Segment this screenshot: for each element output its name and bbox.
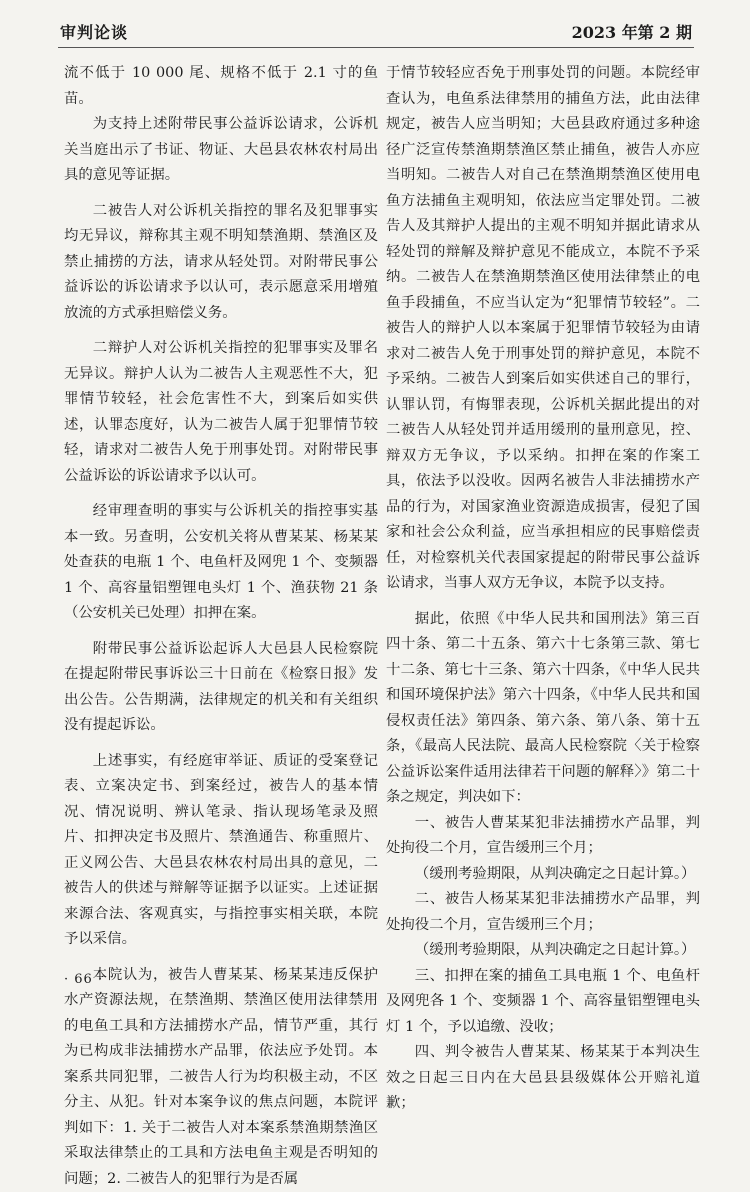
verdict-item-1: 一、被告人曹某某犯非法捕捞水产品罪，判处拘役二个月，宣告缓刑三个月； [386, 811, 700, 862]
verdict-item-4: 四、判令被告人曹某某、杨某某于本判决生效之日起三日内在大邑县县级媒体公开赔礼道歉； [386, 1040, 700, 1117]
header-rule [58, 47, 694, 48]
paragraph: 上述事实，有经庭审举证、质证的受案登记表、立案决定书、到案经过，被告人的基本情况、情况说明、辨认笔录、指认现场笔录及照片、扣押决定书及照片、禁渔通告、称重照片、正义网公告、大邑县农林农村局出具的意见，二被告人的供述与辩解等证据予以证实。上述证据来源合法、客观真实，与指控事实相关联，本院予以采信。 [64, 749, 378, 953]
paragraph: 本院认为，被告人曹某某、杨某某违反保护水产资源法规，在禁渔期、禁渔区使用法律禁用的电鱼工具和方法捕捞水产品，情节严重，其行为已构成非法捕捞水产品罪，依法应予处罚。本案系共同犯罪，二被告人行为均积极主动，不区分主、从犯。针对本案争议的焦点问题，本院评判如下：1. 关于二被告人对本案系禁渔期禁渔区采取法律禁止的工具和方法电鱼主观是否明知的问题；2. 二被告人的犯罪行为是否属 [64, 963, 378, 1192]
paragraph: 于情节较轻应否免于刑事处罚的问题。本院经审查认为，电鱼系法律禁用的捕鱼方法，此由法律规定，被告人应当明知；大邑县政府通过多种途径广泛宣传禁渔期禁渔区禁止捕鱼，被告人亦应当明知。二被告人对自己在禁渔期禁渔区使用电鱼方法捕鱼主观明知，依法应当定罪处罚。二被告人及其辩护人提出的主观不明知并据此请求从轻处罚的辩解及辩护意见不能成立，本院不予采纳。二被告人在禁渔期禁渔区使用法律禁止的电鱼手段捕鱼，不应当认定为“犯罪情节较轻”。二被告人的辩护人以本案属于犯罪情节较轻为由请求对二被告人免于刑事处罚的辩护意见，本院不予采纳。二被告人到案后如实供述自己的罪行，认罪认罚，有悔罪表现，公诉机关据此提出的对二被告人从轻处罚并适用缓刑的量刑意见，控、辩双方无争议，予以采纳。扣押在案的作案工具，依法予以没收。因两名被告人非法捕捞水产品的行为，对国家渔业资源造成损害，侵犯了国家和社会公众利益，应当承担相应的民事赔偿责任，对检察机关代表国家提起的附带民事公益诉讼请求，当事人双方无争议，本院予以支持。 [386, 61, 700, 597]
verdict-note: （缓刑考验期限，从判决确定之日起计算。） [386, 938, 700, 964]
paragraph: 附带民事公益诉讼起诉人大邑县人民检察院在提起附带民事诉讼三十日前在《检察日报》发出公告。公告期满，法律规定的机关和有关组织没有提起诉讼。 [64, 637, 378, 739]
paragraph: 二被告人对公诉机关指控的罪名及犯罪事实均无异议，辩称其主观不明知禁渔期、禁渔区及禁止捕捞的方法，请求从轻处罚。对附带民事公益诉讼的诉讼请求予以认可，表示愿意采用增殖放流的方式承担赔偿义务。 [64, 199, 378, 327]
issue-label: 2023 年第 2 期 [572, 20, 692, 43]
journal-title: 审判论谈 [60, 20, 128, 43]
verdict-item-2: 二、被告人杨某某犯非法捕捞水产品罪，判处拘役二个月，宣告缓刑三个月； [386, 887, 700, 938]
paragraph: 流不低于 10 000 尾、规格不低于 2.1 寸的鱼苗。 [64, 61, 378, 112]
paragraph: 二辩护人对公诉机关指控的犯罪事实及罪名无异议。辩护人认为二被告人主观恶性不大，犯罪情节较轻，社会危害性不大，到案后如实供述，认罪态度好，认为二被告人属于犯罪情节较轻，请求对二被告人免于刑事处罚。对附带民事公益诉讼的诉讼请求予以认可。 [64, 336, 378, 489]
page-number: · 66 · [64, 972, 103, 987]
paragraph: 据此，依照《中华人民共和国刑法》第三百四十条、第二十五条、第六十七条第三款、第七十二条、第七十三条、第六十四条，《中华人民共和国环境保护法》第六十四条，《中华人民共和国侵权责任法》第四条、第六条、第八条、第十五条，《最高人民法院、最高人民检察院〈关于检察公益诉讼案件适用法律若干问题的解释〉》第二十条之规定，判决如下： [386, 607, 700, 811]
paragraph: 经审理查明的事实与公诉机关的指控事实基本一致。另查明，公安机关将从曹某某、杨某某处查获的电瓶 1 个、电鱼杆及网兜 1 个、变频器 1 个、高容量铝塑锂电头灯 1 个、渔获物 21 条（公安机关已处理）扣押在案。 [64, 499, 378, 627]
right-column [386, 61, 700, 1117]
paragraph: 为支持上述附带民事公益诉讼请求，公诉机关当庭出示了书证、物证、大邑县农林农村局出具的意见等证据。 [64, 112, 378, 189]
verdict-item-3: 三、扣押在案的捕鱼工具电瓶 1 个、电鱼杆及网兜各 1 个、变频器 1 个、高容量铝塑锂电头灯 1 个，予以追缴、没收； [386, 964, 700, 1041]
verdict-note: （缓刑考验期限，从判决确定之日起计算。） [386, 862, 700, 888]
left-column [64, 61, 378, 1192]
